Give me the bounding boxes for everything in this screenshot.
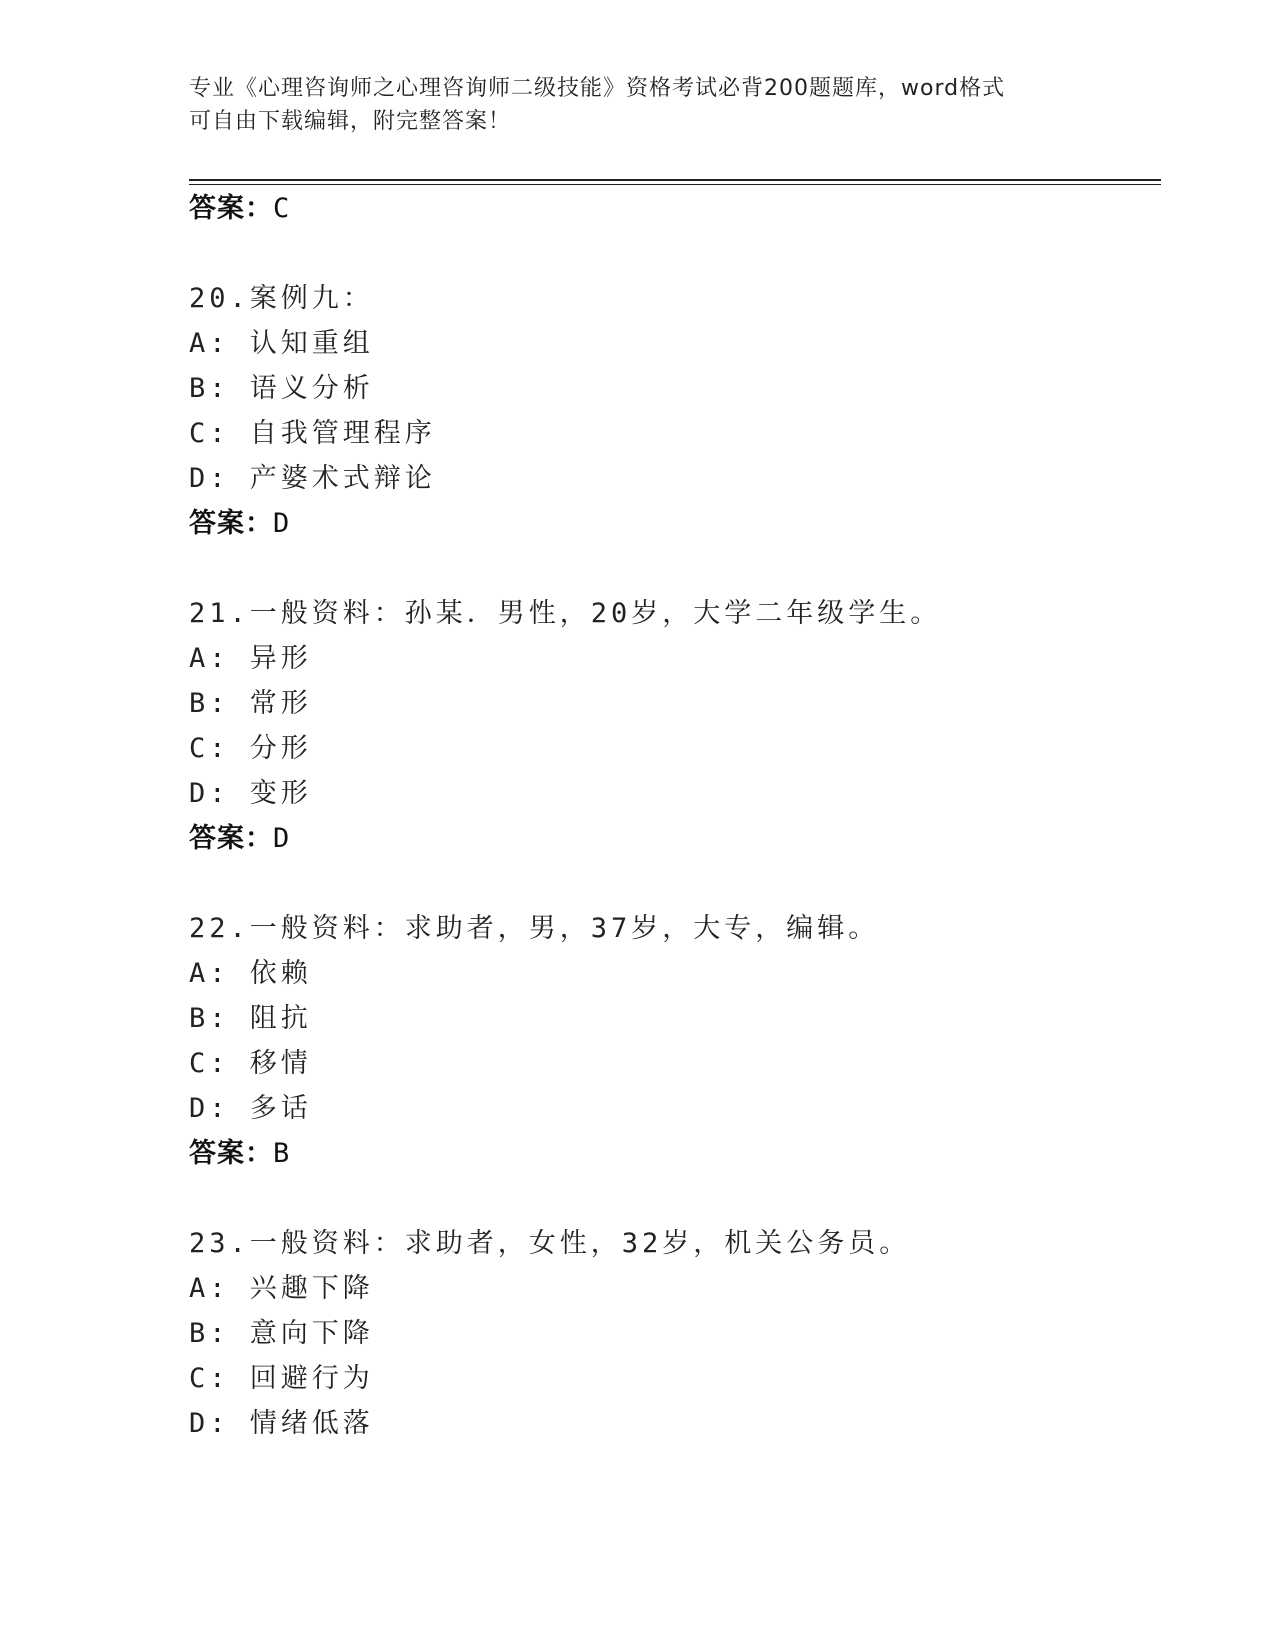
option-a: A: 依赖 xyxy=(189,958,312,989)
answer-line-21 xyxy=(189,822,290,856)
header-line-2: 可自由下载编辑，附完整答案！ xyxy=(189,109,512,134)
answer-value: C xyxy=(273,193,291,224)
option-c: C: 移情 xyxy=(189,1048,312,1079)
option-c: C: 分形 xyxy=(189,733,312,764)
header-divider-thick xyxy=(189,179,1161,181)
option-b: B: 语义分析 xyxy=(189,373,374,404)
answer-value: B xyxy=(273,1138,291,1169)
answer-label: 答案： xyxy=(189,823,273,854)
option-a: A: 认知重组 xyxy=(189,328,374,359)
option-b: B: 阻抗 xyxy=(189,1003,312,1034)
option-d: D: 变形 xyxy=(189,778,312,809)
option-d: D: 产婆术式辩论 xyxy=(189,463,436,494)
answer-value: D xyxy=(273,508,291,539)
option-b: B: 意向下降 xyxy=(189,1318,374,1349)
answer-line-20 xyxy=(189,507,290,541)
answer-label: 答案： xyxy=(189,193,273,224)
question-stem-22: 22.一般资料：求助者，男，37岁，大专，编辑。 xyxy=(189,913,880,944)
option-b: B: 常形 xyxy=(189,688,312,719)
option-a: A: 兴趣下降 xyxy=(189,1273,374,1304)
option-c: C: 回避行为 xyxy=(189,1363,374,1394)
option-a: A: 异形 xyxy=(189,643,312,674)
option-c: C: 自我管理程序 xyxy=(189,418,436,449)
answer-line-19 xyxy=(189,192,290,226)
header-divider-thin xyxy=(189,184,1161,185)
answer-label: 答案： xyxy=(189,1138,273,1169)
header-line-1: 专业《心理咨询师之心理咨询师二级技能》资格考试必背200题题库，word格式 xyxy=(189,76,1006,101)
question-stem-20: 20.案例九： xyxy=(189,283,374,314)
option-d: D: 情绪低落 xyxy=(189,1408,374,1439)
answer-value: D xyxy=(273,823,291,854)
answer-label: 答案： xyxy=(189,508,273,539)
question-stem-23: 23.一般资料：求助者，女性，32岁，机关公务员。 xyxy=(189,1228,911,1259)
question-stem-21: 21.一般资料：孙某．男性，20岁，大学二年级学生。 xyxy=(189,598,942,629)
document-header xyxy=(189,72,1089,138)
option-d: D: 多话 xyxy=(189,1093,312,1124)
answer-line-22 xyxy=(189,1137,290,1171)
